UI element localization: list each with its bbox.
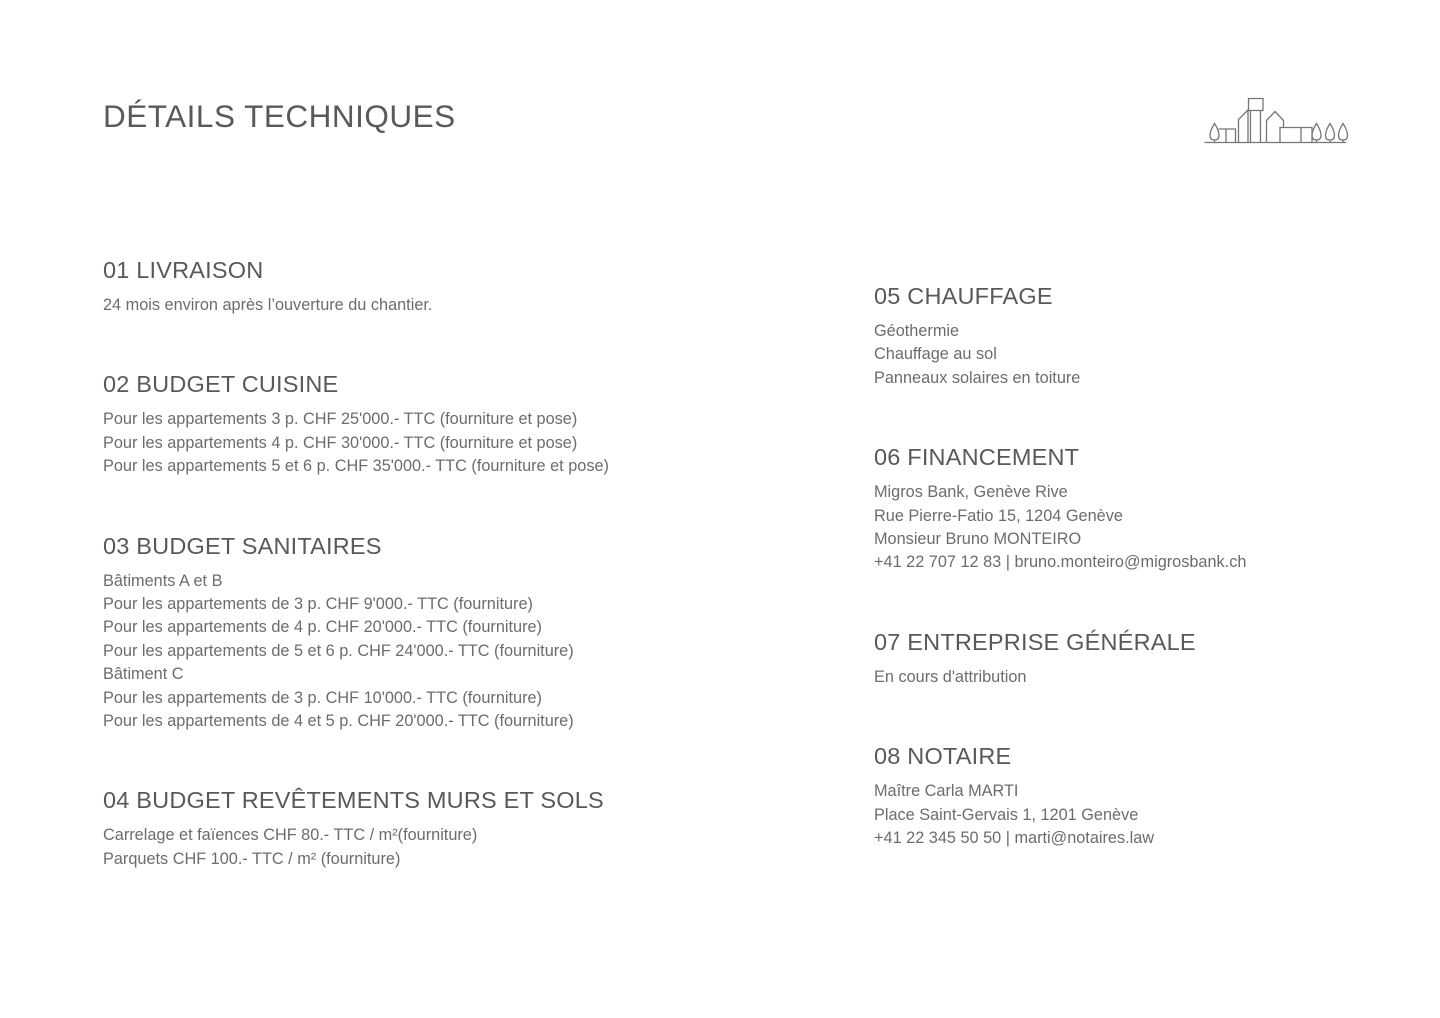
section-body — [103, 294, 793, 317]
section-line: Bâtiment C — [103, 665, 184, 684]
section-line: Place Saint-Gervais 1, 1201 Genève — [874, 805, 1139, 824]
section — [874, 742, 1394, 850]
section-line: Bâtiments A et B — [103, 571, 223, 590]
section-line: Pour les appartements de 4 p. CHF 20'000.- TTC (fourniture) — [103, 618, 542, 637]
section-heading: 01 LIVRAISON — [103, 257, 264, 283]
section-line: 24 mois environ après l’ouverture du chantier. — [103, 296, 433, 314]
page-title: DÉTAILS TECHNIQUES — [103, 98, 456, 134]
section-body — [103, 824, 793, 871]
section-heading: 04 BUDGET REVÊTEMENTS MURS ET SOLS — [103, 787, 604, 814]
section — [103, 256, 793, 317]
section-line: Parquets CHF 100.- TTC / m² (fourniture) — [103, 849, 401, 868]
section-body — [874, 666, 1394, 689]
company-logo — [1202, 96, 1349, 149]
right-column — [874, 282, 1394, 903]
section-body — [103, 408, 793, 478]
section-line: Chauffage au sol — [874, 345, 997, 364]
section-heading: 08 NOTAIRE — [874, 743, 1012, 770]
section-line: +41 22 707 12 83 | bruno.monteiro@migrosbank.ch — [874, 553, 1247, 572]
skyline-logo — [1202, 96, 1349, 149]
section-line: Pour les appartements 5 et 6 p. CHF 35'000.- TTC (fourniture et pose) — [103, 457, 609, 476]
section — [103, 786, 793, 871]
section-line: Maître Carla MARTI — [874, 782, 1019, 801]
section-line: Pour les appartements de 4 et 5 p. CHF 20'000.- TTC (fourniture) — [103, 712, 574, 731]
section — [874, 443, 1394, 575]
section-line: Rue Pierre-Fatio 15, 1204 Genève — [874, 506, 1123, 525]
section-line: En cours d'attribution — [874, 667, 1027, 686]
section-body — [874, 481, 1394, 575]
section-heading: 02 BUDGET CUISINE — [103, 371, 339, 398]
section-line: +41 22 345 50 50 | marti@notaires.law — [874, 829, 1155, 848]
section-body — [874, 320, 1394, 390]
section-heading: 07 ENTREPRISE GÉNÉRALE — [874, 628, 1196, 655]
section-line: Pour les appartements 3 p. CHF 25'000.- TTC (fourniture et pose) — [103, 410, 578, 429]
section-line: Pour les appartements 4 p. CHF 30'000.- TTC (fourniture et pose) — [103, 433, 578, 452]
section-line: Pour les appartements de 5 et 6 p. CHF 24'000.- TTC (fourniture) — [103, 641, 574, 660]
left-column — [103, 256, 793, 924]
section-body — [103, 570, 793, 734]
section-body — [874, 780, 1394, 850]
section-line: Carrelage et faïences CHF 80.- TTC / m²(fourniture) — [103, 826, 478, 845]
section — [103, 370, 793, 478]
section — [103, 532, 793, 734]
section-line: Panneaux solaires en toiture — [874, 368, 1081, 387]
section — [874, 628, 1394, 689]
section-line: Monsieur Bruno MONTEIRO — [874, 530, 1082, 549]
section-line: Migros Bank, Genève Rive — [874, 483, 1068, 502]
section-line: Pour les appartements de 3 p. CHF 9'000.- TTC (fourniture) — [103, 595, 533, 614]
section-heading: 06 FINANCEMENT — [874, 444, 1080, 471]
section — [874, 282, 1394, 390]
section-line: Géothermie — [874, 322, 960, 340]
section-heading: 05 CHAUFFAGE — [874, 283, 1053, 309]
section-heading: 03 BUDGET SANITAIRES — [103, 532, 382, 559]
section-line: Pour les appartements de 3 p. CHF 10'000.- TTC (fourniture) — [103, 688, 542, 707]
